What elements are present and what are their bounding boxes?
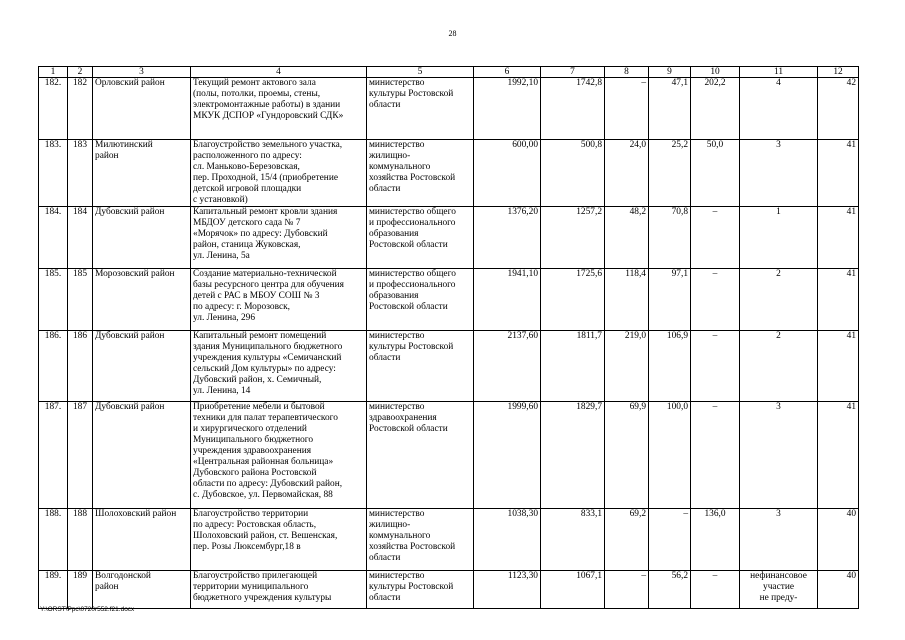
ministry-cell-line: культуры Ростовской (369, 342, 454, 352)
table-row (39, 78, 859, 140)
description-cell-line: сельский Дом культуры» по адресу: (193, 364, 336, 374)
description-cell (191, 207, 367, 269)
col11-cell-line: 2 (776, 331, 781, 341)
ministry-cell-line: культуры Ростовской (369, 89, 454, 99)
district-cell-line: Волгодонской (95, 571, 151, 581)
district-cell (93, 140, 191, 207)
amount-col9: 56,2 (649, 571, 691, 609)
amount-col7: 1811,7 (541, 331, 605, 402)
description-cell-line: детской игровой площадки (193, 184, 302, 194)
amount-col8: 219,0 (605, 331, 649, 402)
col12-value: 41 (818, 207, 859, 269)
description-cell-line: «Морячок» по адресу: Дубовский (193, 229, 328, 239)
col11-cell (740, 331, 818, 402)
district-cell-line: район (95, 151, 119, 161)
row-number: 186 (68, 331, 93, 402)
col11-cell-line: нефинансовое (750, 571, 807, 581)
description-cell-line: район, станица Жуковская, (193, 240, 301, 250)
column-number: 9 (649, 67, 691, 78)
ministry-cell-line: образования (369, 291, 419, 301)
amount-col7: 833,1 (541, 509, 605, 571)
description-cell-line: с. Дубовское, ул. Первомайская, 88 (193, 490, 333, 500)
description-cell-line: территории муниципального (193, 582, 309, 592)
row-index: 185. (39, 269, 68, 331)
ministry-cell-line: и профессионального (369, 218, 456, 228)
district-cell-line: Морозовский район (95, 269, 175, 279)
amount-col7: 1257,2 (541, 207, 605, 269)
col11-cell (740, 402, 818, 509)
ministry-cell (367, 140, 474, 207)
district-cell-line: Орловский район (95, 78, 165, 88)
col11-cell (740, 571, 818, 609)
ministry-cell-line: области (369, 184, 401, 194)
total-amount: 1038,30 (474, 509, 541, 571)
district-cell (93, 78, 191, 140)
column-number: 3 (93, 67, 191, 78)
amount-col9: 106,9 (649, 331, 691, 402)
ministry-cell-line: министерство (369, 402, 425, 412)
description-cell-line: по адресу: Ростовская область, (193, 520, 317, 530)
description-cell-line: МБДОУ детского сада № 7 (193, 218, 301, 228)
district-cell-line: Милютинский (95, 140, 153, 150)
total-amount: 1123,30 (474, 571, 541, 609)
description-cell-line: МКУК ДСПОР «Гундоровский СДК» (193, 111, 344, 121)
ministry-cell-line: министерство (369, 509, 425, 519)
ministry-cell-line: Ростовской области (369, 240, 448, 250)
total-amount: 1999,60 (474, 402, 541, 509)
description-cell-line: (полы, потолки, проемы, стены, (193, 89, 321, 99)
ministry-cell (367, 571, 474, 609)
ministry-cell-line: коммунального (369, 162, 431, 172)
description-cell-line: электромонтажные работы) в здании (193, 100, 341, 110)
description-cell-line: детей с РАС в МБОУ СОШ № 3 (193, 291, 320, 301)
ministry-cell-line: министерство (369, 78, 425, 88)
amount-col8: 69,9 (605, 402, 649, 509)
col11-cell (740, 509, 818, 571)
column-number: 7 (541, 67, 605, 78)
description-cell (191, 269, 367, 331)
description-cell (191, 402, 367, 509)
col11-cell (740, 207, 818, 269)
amount-col7: 1742,8 (541, 78, 605, 140)
ministry-cell-line: области (369, 553, 401, 563)
row-index: 182. (39, 78, 68, 140)
description-cell (191, 140, 367, 207)
description-cell-line: Благоустройство земельного участка, (193, 140, 343, 150)
col11-cell-line: 2 (776, 269, 781, 279)
amount-col10: – (691, 269, 740, 331)
ministry-cell-line: здравоохранения (369, 413, 437, 423)
total-amount: 600,00 (474, 140, 541, 207)
table-body (39, 67, 859, 609)
description-cell-line: Благоустройство территории (193, 509, 309, 519)
row-index: 187. (39, 402, 68, 509)
column-number: 4 (191, 67, 367, 78)
table-row (39, 402, 859, 509)
col12-value: 40 (818, 509, 859, 571)
col11-cell (740, 78, 818, 140)
amount-col10: – (691, 331, 740, 402)
district-cell-line: Дубовский район (95, 331, 165, 341)
description-cell-line: ул. Ленина, 296 (193, 313, 256, 323)
col12-value: 40 (818, 571, 859, 609)
col11-cell-line: не преду- (759, 593, 798, 603)
column-number: 2 (68, 67, 93, 78)
description-cell-line: Приобретение мебели и бытовой (193, 402, 325, 412)
col11-cell (740, 140, 818, 207)
row-index: 189. (39, 571, 68, 609)
amount-col7: 1067,1 (541, 571, 605, 609)
description-cell (191, 571, 367, 609)
ministry-cell-line: коммунального (369, 531, 431, 541)
ministry-cell-line: министерство (369, 571, 425, 581)
ministry-cell (367, 207, 474, 269)
amount-col7: 1725,6 (541, 269, 605, 331)
col11-cell-line: участие (763, 582, 794, 592)
col12-value: 41 (818, 140, 859, 207)
district-cell (93, 331, 191, 402)
description-cell-line: по адресу: г. Морозовск, (193, 302, 291, 312)
ministry-cell-line: жилищно- (369, 151, 411, 161)
ministry-cell-line: министерство (369, 331, 425, 341)
description-cell (191, 509, 367, 571)
column-number-row (39, 67, 859, 78)
ministry-cell-line: области (369, 593, 401, 603)
amount-col9: – (649, 509, 691, 571)
district-cell (93, 509, 191, 571)
description-cell-line: ул. Ленина, 14 (193, 386, 251, 396)
ministry-cell-line: министерство общего (369, 269, 456, 279)
column-number: 1 (39, 67, 68, 78)
description-cell-line: Шолоховский район, ст. Вешенская, (193, 531, 338, 541)
ministry-cell-line: жилищно- (369, 520, 411, 530)
ministry-cell-line: хозяйства Ростовской (369, 173, 456, 183)
description-cell-line: с установкой) (193, 195, 248, 205)
table-row (39, 140, 859, 207)
ministry-cell-line: культуры Ростовской (369, 582, 454, 592)
amount-col10: – (691, 571, 740, 609)
col12-value: 41 (818, 269, 859, 331)
description-cell-line: учреждения здравоохранения (193, 446, 312, 456)
ministry-cell (367, 78, 474, 140)
amount-col10: 50,0 (691, 140, 740, 207)
row-number: 183 (68, 140, 93, 207)
column-number: 6 (474, 67, 541, 78)
total-amount: 1992,10 (474, 78, 541, 140)
ministry-cell-line: Ростовской области (369, 424, 448, 434)
district-cell (93, 571, 191, 609)
description-cell-line: учреждения культуры «Семичанский (193, 353, 342, 363)
col12-value: 42 (818, 78, 859, 140)
total-amount: 1376,20 (474, 207, 541, 269)
description-cell-line: расположенного по адресу: (193, 151, 302, 161)
district-cell-line: Дубовский район (95, 207, 165, 217)
amount-col10: 202,2 (691, 78, 740, 140)
description-cell-line: Текущий ремонт актового зала (193, 78, 316, 88)
ministry-cell (367, 509, 474, 571)
ministry-cell-line: министерство общего (369, 207, 456, 217)
ministry-cell-line: образования (369, 229, 419, 239)
amount-col7: 500,8 (541, 140, 605, 207)
description-cell-line: сл. Маньково-Березовская, (193, 162, 300, 172)
row-index: 186. (39, 331, 68, 402)
column-number: 12 (818, 67, 859, 78)
description-cell-line: техники для палат терапевтического (193, 413, 338, 423)
description-cell-line: ул. Ленина, 5а (193, 251, 250, 261)
ministry-cell-line: области (369, 353, 401, 363)
row-number: 184 (68, 207, 93, 269)
amount-col8: 118,4 (605, 269, 649, 331)
col11-cell-line: 3 (776, 140, 781, 150)
description-cell-line: и хирургического отделений (193, 424, 307, 434)
ministry-cell-line: хозяйства Ростовской (369, 542, 456, 552)
col11-cell-line: 1 (776, 207, 781, 217)
description-cell-line: здания Муниципального бюджетного (193, 342, 343, 352)
amount-col8: – (605, 571, 649, 609)
table-row (39, 509, 859, 571)
ministry-cell (367, 269, 474, 331)
description-cell-line: Капитальный ремонт помещений (193, 331, 327, 341)
description-cell-line: базы ресурсного центра для обучения (193, 280, 344, 290)
amount-col8: 48,2 (605, 207, 649, 269)
row-number: 188 (68, 509, 93, 571)
amount-col8: – (605, 78, 649, 140)
amount-col10: – (691, 402, 740, 509)
row-index: 184. (39, 207, 68, 269)
row-number: 189 (68, 571, 93, 609)
amount-col10: – (691, 207, 740, 269)
column-number: 11 (740, 67, 818, 78)
ministry-cell-line: области (369, 100, 401, 110)
row-index: 183. (39, 140, 68, 207)
col11-cell-line: 3 (776, 402, 781, 412)
ministry-cell (367, 331, 474, 402)
ministry-cell-line: и профессионального (369, 280, 456, 290)
page-number: 28 (448, 29, 457, 38)
row-number: 187 (68, 402, 93, 509)
col11-cell-line: 4 (776, 78, 781, 88)
col12-value: 41 (818, 331, 859, 402)
table-row (39, 269, 859, 331)
table-row (39, 571, 859, 609)
district-cell (93, 402, 191, 509)
description-cell-line: бюджетного учреждения культуры (193, 593, 332, 603)
amount-col9: 97,1 (649, 269, 691, 331)
amount-col8: 69,2 (605, 509, 649, 571)
description-cell (191, 331, 367, 402)
amount-col7: 1829,7 (541, 402, 605, 509)
amount-col10: 136,0 (691, 509, 740, 571)
description-cell-line: Благоустройство прилегающей (193, 571, 318, 581)
row-number: 182 (68, 78, 93, 140)
description-cell (191, 78, 367, 140)
description-cell-line: Капитальный ремонт кровли здания (193, 207, 338, 217)
col11-cell (740, 269, 818, 331)
description-cell-line: Создание материально-технической (193, 269, 337, 279)
row-number: 185 (68, 269, 93, 331)
district-cell-line: район (95, 582, 119, 592)
ministry-cell (367, 402, 474, 509)
column-number: 10 (691, 67, 740, 78)
description-cell-line: «Центральная районная больница» (193, 457, 334, 467)
district-cell (93, 269, 191, 331)
file-path: Y:\ORST\Ppc\0720r552.f21.docx (40, 606, 135, 613)
ministry-cell-line: Ростовской области (369, 302, 448, 312)
district-cell (93, 207, 191, 269)
description-cell-line: пер. Проходной, 15/4 (приобретение (193, 173, 339, 183)
col12-value: 41 (818, 402, 859, 509)
district-cell-line: Дубовский район (95, 402, 165, 412)
total-amount: 1941,10 (474, 269, 541, 331)
table-row (39, 331, 859, 402)
ministry-cell-line: министерство (369, 140, 425, 150)
row-index: 188. (39, 509, 68, 571)
description-cell-line: Дубовского района Ростовской (193, 468, 317, 478)
amount-col9: 70,8 (649, 207, 691, 269)
district-cell-line: Шолоховский район (95, 509, 177, 519)
amount-col8: 24,0 (605, 140, 649, 207)
total-amount: 2137,60 (474, 331, 541, 402)
amount-col9: 25,2 (649, 140, 691, 207)
column-number: 8 (605, 67, 649, 78)
description-cell-line: пер. Розы Люксембург,18 в (193, 542, 301, 552)
description-cell-line: Муниципального бюджетного (193, 435, 314, 445)
description-cell-line: Дубовский район, х. Семичный, (193, 375, 322, 385)
description-cell-line: области по адресу: Дубовский район, (193, 479, 343, 489)
amount-col9: 100,0 (649, 402, 691, 509)
amount-col9: 47,1 (649, 78, 691, 140)
table-row (39, 207, 859, 269)
register-table (38, 66, 859, 609)
column-number: 5 (367, 67, 474, 78)
col11-cell-line: 3 (776, 509, 781, 519)
